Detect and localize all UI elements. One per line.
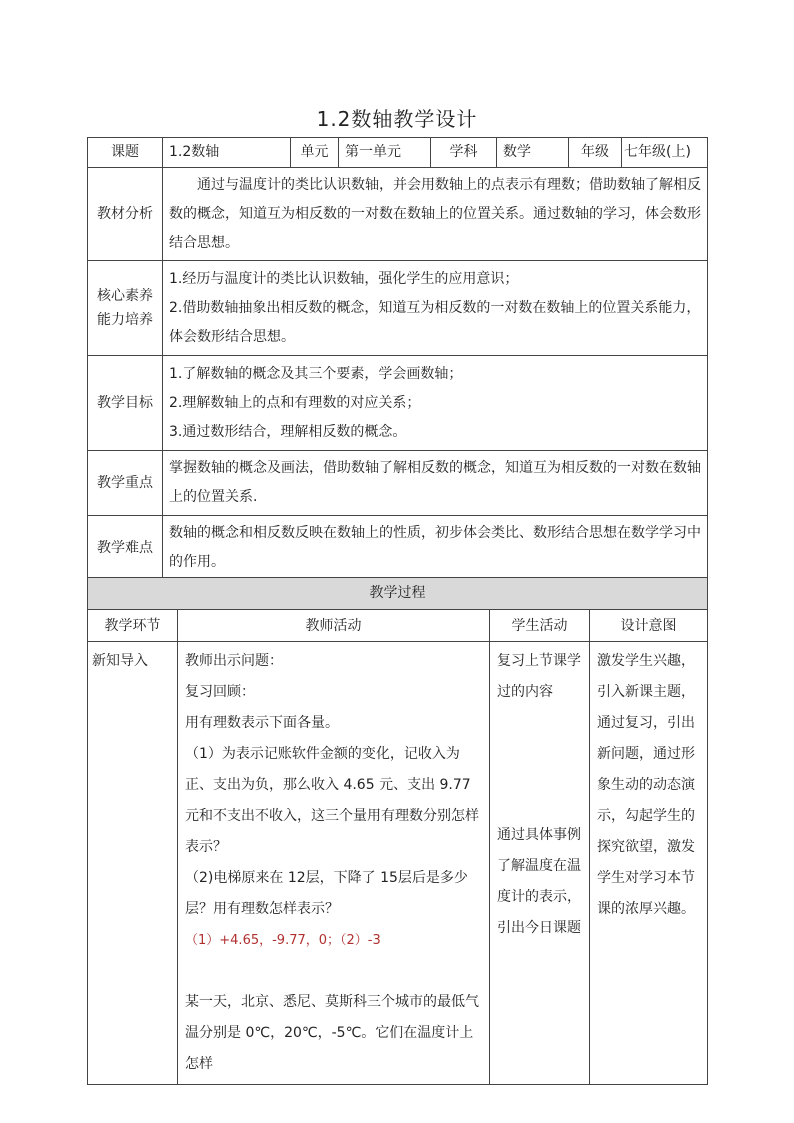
intent-text: 激发学生兴趣，引入新课主题，通过复习，引出新问题，通过形象生动的动态演示，勾起学生的探究欲望，激发学生对学习本节课的浓厚兴趣。 [597, 653, 695, 917]
goals-line-3: 3.通过数形结合，理解相反数的概念。 [169, 423, 407, 440]
difficulties-text: 数轴的概念和相反数反映在数轴上的性质，初步体会类比、数形结合思想在数学学习中的作用。 [169, 525, 701, 570]
subject-value: 数学 [497, 138, 569, 168]
core-line-1: 1.经历与温度计的类比认识数轴，强化学生的应用意识； [169, 270, 519, 287]
goals-label: 教学目标 [88, 356, 163, 451]
student-text-1: 复习上节课学过的内容 [497, 653, 581, 700]
teacher-line-5: （2)电梯原来在 12层，下降了 15层后是多少层？用有理数怎样表示？ [185, 870, 468, 917]
teacher-line-2: 复习回顾： [185, 684, 255, 700]
keypoints-label: 教学重点 [88, 451, 163, 516]
process-banner: 教学过程 [88, 578, 708, 610]
teaching-process-table [87, 577, 708, 1085]
process-header-row [88, 610, 708, 642]
difficulties-label: 教学难点 [88, 516, 163, 581]
stage-header: 教学环节 [88, 610, 178, 642]
teacher-cell [178, 642, 490, 1085]
student-header: 学生活动 [490, 610, 590, 642]
student-cell [490, 642, 590, 1085]
subject-label: 学科 [431, 138, 497, 168]
header-row [88, 138, 708, 168]
stage-cell: 新知导入 [88, 642, 178, 1085]
goals-line-2: 2.理解数轴上的点和有理数的对应关系； [169, 394, 421, 411]
unit-label: 单元 [291, 138, 339, 168]
core-line-2: 2.借助数轴抽象出相反数的概念，知道互为相反数的一对数在数轴上的位置关系能力，体会数形结合思想。 [169, 299, 701, 345]
analysis-row [88, 168, 708, 261]
student-text-2: 通过具体事例了解温度在温度计的表示，引出今日课题 [497, 827, 581, 936]
difficulties-row [88, 516, 708, 581]
teacher-line-3: 用有理数表示下面各量。 [185, 715, 339, 731]
teacher-answer: （1）+4.65，-9.77，0；（2）-3 [185, 933, 381, 948]
lesson-value: 1.2数轴 [163, 138, 291, 168]
lesson-info-table [87, 137, 708, 581]
core-row [88, 261, 708, 356]
intent-header: 设计意图 [590, 610, 708, 642]
lesson-label: 课题 [88, 138, 163, 168]
grade-value: 七年级(上) [622, 138, 708, 168]
core-label: 核心素养能力培养 [97, 288, 153, 328]
grade-label: 年级 [569, 138, 622, 168]
goals-row [88, 356, 708, 451]
keypoints-row [88, 451, 708, 516]
analysis-label: 教材分析 [88, 168, 163, 261]
unit-value: 第一单元 [339, 138, 431, 168]
analysis-text: 通过与温度计的类比认识数轴，并会用数轴上的点表示有理数；借助数轴了解相反数的概念，知道互为相反数的一对数在数轴上的位置关系。通过数轴的学习，体会数形结合思想。 [169, 176, 701, 251]
teacher-more: 某一天，北京、悉尼、莫斯科三个城市的最低气温分别是 0℃，20℃，-5℃。它们在温度计上怎样 [185, 994, 479, 1072]
process-row [88, 642, 708, 1085]
goals-line-1: 1.了解数轴的概念及其三个要素，学会画数轴； [169, 365, 463, 382]
page-title: 1.2数轴教学设计 [316, 107, 478, 131]
keypoints-text: 掌握数轴的概念及画法，借助数轴了解相反数的概念，知道互为相反数的一对数在数轴上的位置关系. [169, 460, 701, 505]
teacher-line-1: 教师出示问题： [185, 653, 283, 669]
intent-cell [590, 642, 708, 1085]
teacher-line-4: （1）为表示记账软件金额的变化，记收入为正、支出为负，那么收入 4.65 元、支出 9.77元和不支出不收入，这三个量用有理数分别怎样表示？ [185, 746, 479, 855]
teacher-header: 教师活动 [178, 610, 490, 642]
